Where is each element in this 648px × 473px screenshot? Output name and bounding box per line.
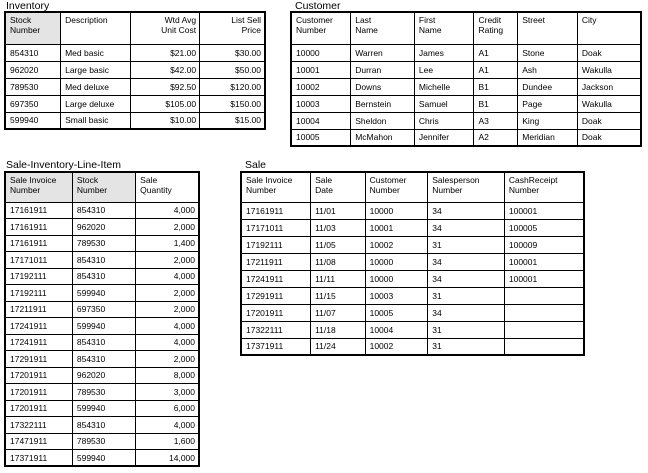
cell: 3,000 bbox=[136, 384, 199, 401]
cell: 11/05 bbox=[311, 236, 366, 253]
table-row bbox=[5, 301, 199, 318]
table-row bbox=[291, 95, 641, 112]
cell: 697350 bbox=[72, 301, 135, 318]
cell: A2 bbox=[474, 129, 518, 146]
cell: 854310 bbox=[72, 417, 135, 434]
cell: 10001 bbox=[291, 61, 351, 78]
table-row bbox=[241, 202, 584, 219]
table-row bbox=[5, 235, 199, 252]
line-item-header-stock-number: Stock Number bbox=[72, 172, 135, 202]
cell: Doak bbox=[577, 129, 641, 146]
cell: Warren bbox=[351, 44, 415, 61]
sale-header-cash-receipt-number: CashReceipt Number bbox=[504, 172, 584, 202]
cell: King bbox=[518, 112, 578, 129]
cell: 10002 bbox=[291, 78, 351, 95]
table-row bbox=[5, 351, 199, 368]
cell: Large basic bbox=[61, 61, 131, 78]
cell: 10001 bbox=[365, 219, 428, 236]
cell: 2,000 bbox=[136, 301, 199, 318]
cell: 34 bbox=[428, 219, 505, 236]
cell: A1 bbox=[474, 61, 518, 78]
customer-header-customer-number: Customer Number bbox=[291, 12, 351, 44]
sale-title: Sale bbox=[245, 159, 267, 171]
inventory-header-description: Description bbox=[61, 12, 131, 44]
cell: 17201911 bbox=[241, 304, 311, 321]
cell: 11/07 bbox=[311, 304, 366, 321]
cell: 854310 bbox=[5, 44, 61, 61]
table-row bbox=[5, 384, 199, 401]
cell: 17192111 bbox=[5, 285, 72, 302]
cell: 2,000 bbox=[136, 351, 199, 368]
sale-header-sale-date: Sale Date bbox=[311, 172, 366, 202]
cell: 11/01 bbox=[311, 202, 366, 219]
cell: McMahon bbox=[351, 129, 415, 146]
cell: 789530 bbox=[5, 78, 61, 95]
cell: 17171011 bbox=[241, 219, 311, 236]
table-row bbox=[5, 450, 199, 467]
cell: 34 bbox=[428, 253, 505, 270]
cell: 17211911 bbox=[5, 301, 72, 318]
table-row bbox=[5, 78, 265, 95]
cell: 962020 bbox=[72, 367, 135, 384]
cell bbox=[504, 338, 584, 355]
cell: 854310 bbox=[72, 268, 135, 285]
cell: 854310 bbox=[72, 202, 135, 219]
cell: Bernstein bbox=[351, 95, 415, 112]
cell: 697350 bbox=[5, 95, 61, 112]
cell: 11/15 bbox=[311, 287, 366, 304]
cell: 100001 bbox=[504, 270, 584, 287]
table-row bbox=[241, 253, 584, 270]
customer-header-city: City bbox=[577, 12, 641, 44]
cell: 17201911 bbox=[5, 384, 72, 401]
cell: 1,600 bbox=[136, 433, 199, 450]
cell: 789530 bbox=[72, 235, 135, 252]
cell: Ash bbox=[518, 61, 578, 78]
cell: 4,000 bbox=[136, 334, 199, 351]
cell: 4,000 bbox=[136, 268, 199, 285]
cell: 14,000 bbox=[136, 450, 199, 467]
cell: 17291911 bbox=[5, 351, 72, 368]
cell: 11/24 bbox=[311, 338, 366, 355]
cell: James bbox=[414, 44, 474, 61]
table-row bbox=[291, 44, 641, 61]
table-row bbox=[5, 202, 199, 219]
table-row bbox=[241, 321, 584, 338]
cell: 17471911 bbox=[5, 433, 72, 450]
cell: Lee bbox=[414, 61, 474, 78]
cell: Wakulla bbox=[577, 61, 641, 78]
cell: Small basic bbox=[61, 112, 131, 129]
cell: 17241911 bbox=[5, 318, 72, 335]
cell: 789530 bbox=[72, 384, 135, 401]
cell: Wakulla bbox=[577, 95, 641, 112]
sale-header-customer-number: Customer Number bbox=[365, 172, 428, 202]
cell: B1 bbox=[474, 78, 518, 95]
table-row bbox=[5, 285, 199, 302]
cell: 1,400 bbox=[136, 235, 199, 252]
cell: Doak bbox=[577, 44, 641, 61]
cell: Durran bbox=[351, 61, 415, 78]
cell: Med deluxe bbox=[61, 78, 131, 95]
cell: Chris bbox=[414, 112, 474, 129]
table-row bbox=[5, 112, 265, 129]
cell: 31 bbox=[428, 236, 505, 253]
cell: Meridian bbox=[518, 129, 578, 146]
cell: 17161911 bbox=[5, 219, 72, 236]
cell: 17241911 bbox=[241, 270, 311, 287]
cell: Dundee bbox=[518, 78, 578, 95]
cell: 17171011 bbox=[5, 252, 72, 269]
cell: 100005 bbox=[504, 219, 584, 236]
customer-header-row bbox=[291, 12, 641, 44]
cell: 17161911 bbox=[5, 202, 72, 219]
table-row bbox=[241, 287, 584, 304]
table-row bbox=[241, 236, 584, 253]
table-row bbox=[5, 219, 199, 236]
cell: Downs bbox=[351, 78, 415, 95]
table-row bbox=[5, 400, 199, 417]
cell: 6,000 bbox=[136, 400, 199, 417]
cell: 962020 bbox=[5, 61, 61, 78]
cell: $10.00 bbox=[130, 112, 199, 129]
cell: $30.00 bbox=[200, 44, 265, 61]
table-row bbox=[5, 44, 265, 61]
cell: 11/03 bbox=[311, 219, 366, 236]
cell: $15.00 bbox=[200, 112, 265, 129]
cell: Jennifer bbox=[414, 129, 474, 146]
cell: 100009 bbox=[504, 236, 584, 253]
cell: 17211911 bbox=[241, 253, 311, 270]
cell: 17322111 bbox=[241, 321, 311, 338]
cell: B1 bbox=[474, 95, 518, 112]
cell: Page bbox=[518, 95, 578, 112]
cell: Large deluxe bbox=[61, 95, 131, 112]
table-row bbox=[5, 417, 199, 434]
table-row bbox=[5, 252, 199, 269]
cell: 17201911 bbox=[5, 367, 72, 384]
cell: A3 bbox=[474, 112, 518, 129]
customer-header-credit-rating: Credit Rating bbox=[474, 12, 518, 44]
cell: 34 bbox=[428, 270, 505, 287]
customer-header-street: Street bbox=[518, 12, 578, 44]
cell: 10003 bbox=[291, 95, 351, 112]
cell: 10004 bbox=[291, 112, 351, 129]
cell: Samuel bbox=[414, 95, 474, 112]
cell: 31 bbox=[428, 321, 505, 338]
inventory-header-list-price: List Sell Price bbox=[200, 12, 265, 44]
cell: 4,000 bbox=[136, 417, 199, 434]
table-row bbox=[5, 268, 199, 285]
cell: 8,000 bbox=[136, 367, 199, 384]
cell: 100001 bbox=[504, 202, 584, 219]
cell bbox=[504, 321, 584, 338]
sale-header-salesperson-number: Salesperson Number bbox=[428, 172, 505, 202]
cell: 11/18 bbox=[311, 321, 366, 338]
table-row bbox=[5, 61, 265, 78]
cell: 17161911 bbox=[241, 202, 311, 219]
customer-header-last-name: Last Name bbox=[351, 12, 415, 44]
cell: $150.00 bbox=[200, 95, 265, 112]
cell: 10003 bbox=[365, 287, 428, 304]
cell: 854310 bbox=[72, 252, 135, 269]
line-item-header-row bbox=[5, 172, 199, 202]
cell bbox=[504, 304, 584, 321]
table-row bbox=[241, 338, 584, 355]
table-row bbox=[241, 270, 584, 287]
cell: 10000 bbox=[365, 270, 428, 287]
line-item-header-invoice-number: Sale Invoice Number bbox=[5, 172, 72, 202]
cell: 10002 bbox=[365, 338, 428, 355]
cell: Med basic bbox=[61, 44, 131, 61]
cell: 854310 bbox=[72, 334, 135, 351]
cell: 2,000 bbox=[136, 219, 199, 236]
table-row bbox=[291, 129, 641, 146]
cell: 17291911 bbox=[241, 287, 311, 304]
cell: 17161911 bbox=[5, 235, 72, 252]
cell bbox=[504, 287, 584, 304]
customer-header-first-name: First Name bbox=[414, 12, 474, 44]
cell: $120.00 bbox=[200, 78, 265, 95]
cell: Michelle bbox=[414, 78, 474, 95]
cell: 17241911 bbox=[5, 334, 72, 351]
table-row bbox=[5, 318, 199, 335]
cell: 31 bbox=[428, 338, 505, 355]
cell: Stone bbox=[518, 44, 578, 61]
cell: $105.00 bbox=[130, 95, 199, 112]
cell: $50.00 bbox=[200, 61, 265, 78]
cell: 599940 bbox=[5, 112, 61, 129]
table-row bbox=[241, 219, 584, 236]
line-item-header-sale-quantity: Sale Quantity bbox=[136, 172, 199, 202]
table-row bbox=[291, 112, 641, 129]
cell: 17201911 bbox=[5, 400, 72, 417]
sale-header-row bbox=[241, 172, 584, 202]
sale-header-invoice-number: Sale Invoice Number bbox=[241, 172, 311, 202]
cell: 854310 bbox=[72, 351, 135, 368]
table-row bbox=[5, 367, 199, 384]
cell: 10005 bbox=[365, 304, 428, 321]
cell: Sheldon bbox=[351, 112, 415, 129]
cell: 34 bbox=[428, 304, 505, 321]
cell: 10002 bbox=[365, 236, 428, 253]
inventory-header-row bbox=[5, 12, 265, 44]
line-item-table bbox=[4, 171, 200, 467]
cell: 599940 bbox=[72, 450, 135, 467]
inventory-title: Inventory bbox=[6, 0, 50, 12]
cell: 2,000 bbox=[136, 285, 199, 302]
cell: 10000 bbox=[365, 202, 428, 219]
cell: Doak bbox=[577, 112, 641, 129]
cell: 10000 bbox=[291, 44, 351, 61]
cell: 599940 bbox=[72, 285, 135, 302]
cell: 599940 bbox=[72, 400, 135, 417]
table-row bbox=[5, 433, 199, 450]
cell: A1 bbox=[474, 44, 518, 61]
inventory-header-unit-cost: Wtd Avg Unit Cost bbox=[130, 12, 199, 44]
line-item-title: Sale-Inventory-Line-Item bbox=[6, 159, 121, 171]
cell: 789530 bbox=[72, 433, 135, 450]
cell: 599940 bbox=[72, 318, 135, 335]
cell: 2,000 bbox=[136, 252, 199, 269]
cell: 17192111 bbox=[5, 268, 72, 285]
inventory-table bbox=[4, 11, 266, 130]
cell: 100001 bbox=[504, 253, 584, 270]
inventory-header-stock-number: Stock Number bbox=[5, 12, 61, 44]
cell: Jackson bbox=[577, 78, 641, 95]
cell: 4,000 bbox=[136, 202, 199, 219]
table-row bbox=[5, 95, 265, 112]
table-row bbox=[291, 78, 641, 95]
cell: 10004 bbox=[365, 321, 428, 338]
table-row bbox=[291, 61, 641, 78]
cell: $92.50 bbox=[130, 78, 199, 95]
cell: 10005 bbox=[291, 129, 351, 146]
cell: 11/08 bbox=[311, 253, 366, 270]
cell: 4,000 bbox=[136, 318, 199, 335]
cell: 11/11 bbox=[311, 270, 366, 287]
cell: 34 bbox=[428, 202, 505, 219]
cell: 17371911 bbox=[5, 450, 72, 467]
cell: 962020 bbox=[72, 219, 135, 236]
cell: $21.00 bbox=[130, 44, 199, 61]
sale-table bbox=[240, 171, 585, 356]
cell: 31 bbox=[428, 287, 505, 304]
table-row bbox=[241, 304, 584, 321]
cell: $42.00 bbox=[130, 61, 199, 78]
table-row bbox=[5, 334, 199, 351]
cell: 17371911 bbox=[241, 338, 311, 355]
cell: 10000 bbox=[365, 253, 428, 270]
customer-title: Customer bbox=[295, 0, 341, 12]
customer-table bbox=[290, 11, 642, 147]
cell: 17322111 bbox=[5, 417, 72, 434]
cell: 17192111 bbox=[241, 236, 311, 253]
